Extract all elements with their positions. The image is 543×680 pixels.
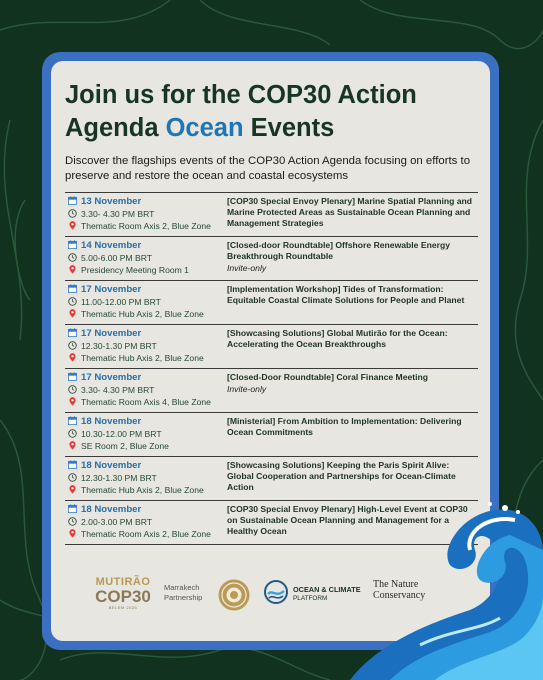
event-title: [Showcasing Solutions] Keeping the Paris Spirit Alive: Global Cooperation and Partnerships for Ocean-Climate Action [227, 460, 456, 492]
event-details [68, 460, 218, 496]
event-time: 12.30-1.30 PM BRT [68, 472, 218, 484]
event-time: 11.00-12.00 PM BRT [68, 296, 218, 308]
event-location: Thematic Room Axis 2, Blue Zone [68, 528, 218, 540]
event-time: 12.30-1.30 PM BRT [68, 340, 218, 352]
clock-icon [68, 429, 77, 438]
page-title: Join us for the COP30 Action Agenda Ocean Events [65, 81, 417, 142]
marrakech-partnership-logo: Marrakech Partnership [164, 583, 203, 602]
event-description [227, 284, 475, 306]
event-location: Presidency Meeting Room 1 [68, 264, 218, 276]
calendar-icon [68, 196, 77, 205]
event-location: SE Room 2, Blue Zone [68, 440, 218, 452]
event-row [65, 368, 478, 412]
event-row [65, 192, 478, 236]
event-date: 18 November [68, 504, 218, 516]
page-subtitle: Discover the flagships events of the COP30 Action Agenda focusing on efforts to preserve and restore the ocean and coastal ecosystems [65, 155, 471, 182]
mutirao-cop30-logo: MUTIRÃO COP30 BELÉM 2025 [95, 576, 151, 610]
event-location: Thematic Hub Axis 2, Blue Zone [68, 352, 218, 364]
event-description [227, 196, 475, 229]
calendar-icon [68, 416, 77, 425]
location-pin-icon [68, 397, 77, 406]
nature-conservancy-logo: The Nature Conservancy [373, 579, 426, 601]
location-pin-icon [68, 221, 77, 230]
event-date: 18 November [68, 460, 218, 472]
location-pin-icon [68, 309, 77, 318]
event-title: [COP30 Special Envoy Plenary] Marine Spatial Planning and Marine Protected Areas as Sustainable Ocean Planning and Management Strategies [227, 196, 472, 228]
event-title: [Closed-Door Roundtable] Coral Finance Meeting [227, 372, 429, 382]
calendar-icon [68, 372, 77, 381]
event-description [227, 328, 475, 350]
event-note: Invite-only [227, 384, 267, 394]
event-description [227, 372, 475, 395]
event-time: 10.30-12.00 PM BRT [68, 428, 218, 440]
event-description [227, 240, 475, 274]
ocean-climate-platform-icon [263, 579, 289, 605]
event-location: Thematic Hub Axis 2, Blue Zone [68, 484, 218, 496]
event-title: [Implementation Workshop] Tides of Transformation: Equitable Coastal Climate Solutions for People and Planet [227, 284, 465, 305]
calendar-icon [68, 284, 77, 293]
clock-icon [68, 253, 77, 262]
event-row [65, 236, 478, 280]
event-location: Thematic Hub Axis 2, Blue Zone [68, 308, 218, 320]
event-details [68, 240, 218, 276]
event-description [227, 416, 475, 438]
event-title: [Closed-door Roundtable] Offshore Renewable Energy Breakthrough Roundtable [227, 240, 450, 261]
clock-icon [68, 209, 77, 218]
calendar-icon [68, 504, 77, 513]
event-note: Invite-only [227, 263, 267, 273]
event-time: 5.00-6.00 PM BRT [68, 252, 218, 264]
event-location: Thematic Room Axis 2, Blue Zone [68, 220, 218, 232]
calendar-icon [68, 328, 77, 337]
event-title: [Showcasing Solutions] Global Mutirão for the Ocean: Accelerating the Ocean Breakthroughs [227, 328, 448, 349]
event-details [68, 504, 218, 540]
clock-icon [68, 517, 77, 526]
event-details [68, 372, 218, 408]
location-pin-icon [68, 353, 77, 362]
event-title: [COP30 Special Envoy Plenary] High-Level Event at COP30 on Sustainable Ocean Planning and Management for a Healthy Ocean [227, 504, 468, 536]
event-time: 3.30- 4.30 PM BRT [68, 384, 218, 396]
ocean-climate-platform-logo: OCEAN & CLIMATE PLATFORM [263, 579, 383, 610]
event-row [65, 412, 478, 456]
event-row [65, 324, 478, 368]
calendar-icon [68, 460, 77, 469]
event-details [68, 416, 218, 452]
location-pin-icon [68, 485, 77, 494]
ocean-wave-illustration [320, 490, 543, 680]
event-title: [Ministerial] From Ambition to Implementation: Delivering Ocean Commitments [227, 416, 462, 437]
clock-icon [68, 341, 77, 350]
event-time: 2.00-3.00 PM BRT [68, 516, 218, 528]
event-date: 13 November [68, 196, 218, 208]
event-time: 3.30- 4.30 PM BRT [68, 208, 218, 220]
calendar-icon [68, 240, 77, 249]
location-pin-icon [68, 265, 77, 274]
event-description [227, 460, 475, 493]
event-row [65, 280, 478, 324]
event-date: 17 November [68, 328, 218, 340]
title-accent: Ocean [165, 114, 244, 142]
location-pin-icon [68, 529, 77, 538]
event-details [68, 196, 218, 232]
event-date: 17 November [68, 372, 218, 384]
clock-icon [68, 473, 77, 482]
event-date: 18 November [68, 416, 218, 428]
clock-icon [68, 297, 77, 306]
event-details [68, 284, 218, 320]
event-date: 14 November [68, 240, 218, 252]
climate-champions-seal-icon [217, 578, 251, 612]
event-date: 17 November [68, 284, 218, 296]
event-details [68, 328, 218, 364]
location-pin-icon [68, 441, 77, 450]
event-location: Thematic Room Axis 4, Blue Zone [68, 396, 218, 408]
clock-icon [68, 385, 77, 394]
